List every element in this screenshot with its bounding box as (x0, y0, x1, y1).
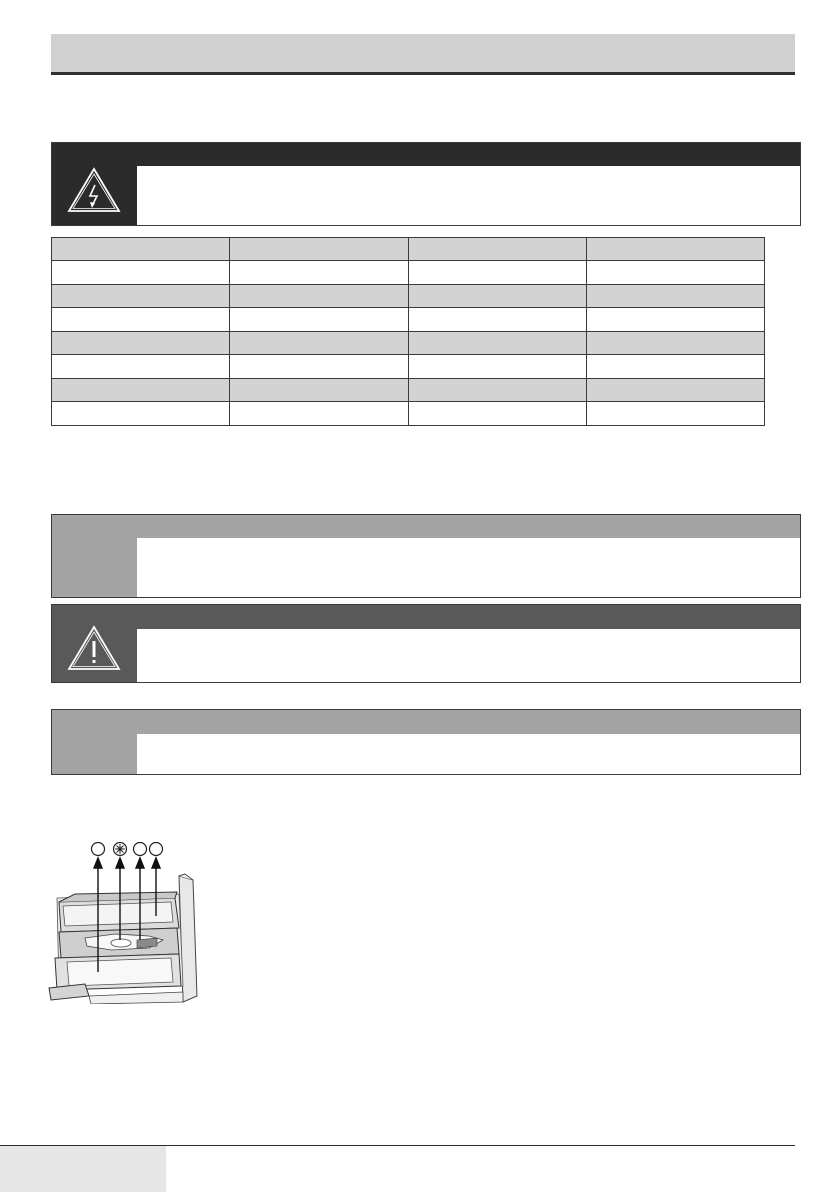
table-cell (408, 308, 586, 332)
table-cell (586, 379, 764, 402)
table-cell (408, 285, 586, 308)
table-cell (586, 238, 764, 261)
drawer-body (49, 874, 197, 1004)
caution-exclamation-icon (52, 605, 137, 682)
table-cell (586, 308, 764, 332)
table-cell (52, 332, 230, 355)
electric-warning-box (51, 142, 801, 226)
info-note-box (51, 514, 801, 598)
info-note-box-2 (51, 709, 801, 775)
table-cell (586, 355, 764, 379)
table-row (52, 402, 765, 426)
section-header (51, 34, 795, 75)
info-title-bar (137, 515, 800, 538)
caution-title-bar (137, 605, 800, 629)
table-cell (52, 261, 230, 285)
table-row (52, 308, 765, 332)
info-title-bar-2 (137, 710, 800, 734)
caution-box (51, 604, 801, 683)
table-cell (408, 261, 586, 285)
table-cell (230, 332, 408, 355)
table-cell (230, 308, 408, 332)
table-cell (230, 261, 408, 285)
table-cell (52, 379, 230, 402)
info-side-panel-2 (52, 710, 137, 774)
table-cell (230, 355, 408, 379)
table-row (52, 238, 765, 261)
table-cell (230, 379, 408, 402)
info-side-panel (52, 515, 137, 597)
table-cell (52, 355, 230, 379)
spec-table (51, 237, 765, 426)
compartment-symbol-3 (134, 843, 147, 856)
electric-shock-warning-icon (52, 143, 137, 225)
caution-side-panel (52, 605, 137, 682)
table-cell (52, 402, 230, 426)
table-row (52, 261, 765, 285)
table-row (52, 285, 765, 308)
table-cell (408, 355, 586, 379)
table-cell (408, 238, 586, 261)
table-cell (408, 402, 586, 426)
footer-page-box (0, 1146, 166, 1192)
table-cell (52, 285, 230, 308)
warning-title-bar (137, 143, 800, 166)
table-cell (408, 332, 586, 355)
warning-side-panel (52, 143, 137, 225)
table-cell (586, 261, 764, 285)
detergent-drawer-diagram (45, 836, 205, 1004)
table-row (52, 355, 765, 379)
table-row (52, 379, 765, 402)
table-cell (230, 402, 408, 426)
table-cell (230, 285, 408, 308)
table-cell (230, 238, 408, 261)
table-cell (586, 402, 764, 426)
compartment-symbol-4 (150, 843, 163, 856)
table-row (52, 332, 765, 355)
compartment-symbol-1 (92, 843, 105, 856)
table-cell (52, 308, 230, 332)
table-cell (586, 285, 764, 308)
flower-symbol-icon (114, 843, 127, 856)
table-cell (52, 238, 230, 261)
table-cell (586, 332, 764, 355)
table-cell (408, 379, 586, 402)
